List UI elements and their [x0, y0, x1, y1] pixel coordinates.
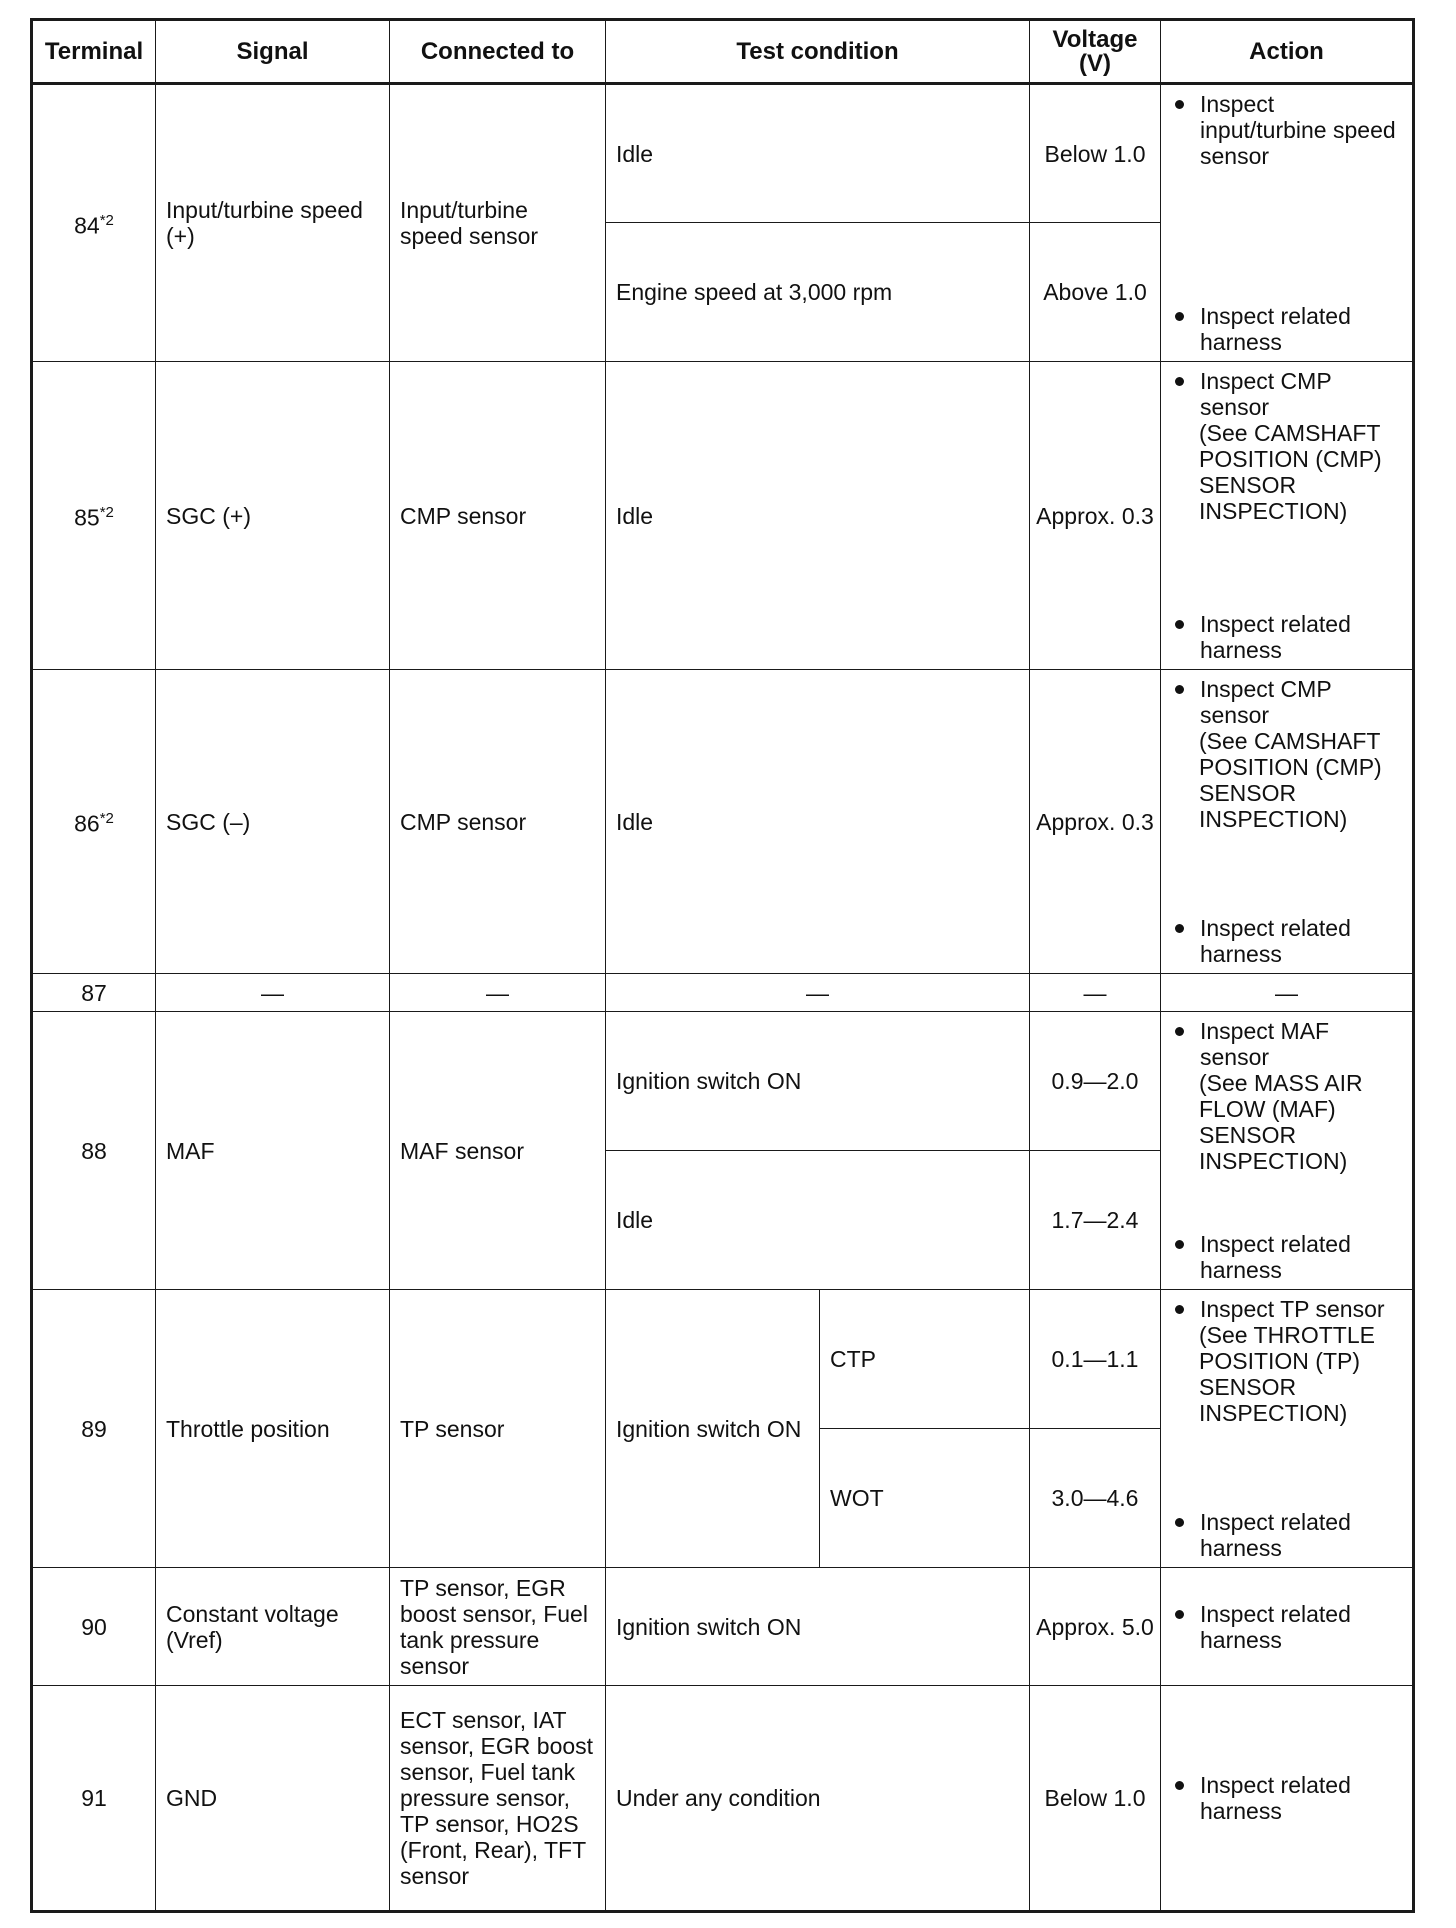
action-text: Inspect related harness — [1200, 1772, 1351, 1824]
signal-cell: GND — [156, 1686, 390, 1912]
header-voltage — [1030, 20, 1161, 84]
action-text: Inspect input/turbine speed sensor — [1200, 91, 1396, 169]
bullet-icon — [1175, 312, 1184, 321]
connected-cell: Input/turbine speed sensor — [390, 84, 606, 362]
condition-cell: — — [606, 974, 1030, 1012]
header-test-condition: Test condition — [606, 20, 1030, 84]
footnote-marker: *2 — [99, 810, 114, 828]
connected-cell: MAF sensor — [390, 1012, 606, 1290]
voltage-cell: Approx. 0.3 — [1030, 670, 1161, 974]
action-text: Inspect related harness — [1200, 1600, 1351, 1653]
signal-cell: Constant voltage (Vref) — [156, 1568, 390, 1686]
voltage-cell: Approx. 5.0 — [1030, 1568, 1161, 1686]
action-text: Inspect related harness — [1200, 611, 1351, 663]
action-reference: (See CAMSHAFT POSITION (CMP) SENSOR INSPECTION) — [1199, 420, 1382, 524]
action-text: Inspect CMP sensor — [1200, 676, 1332, 728]
bullet-icon — [1175, 924, 1184, 933]
table-row — [32, 362, 1414, 670]
connected-cell: TP sensor, EGR boost sensor, Fuel tank pressure sensor — [390, 1568, 606, 1686]
action-cell — [1161, 84, 1414, 362]
signal-cell: Input/turbine speed (+) — [156, 84, 390, 362]
voltage-cell: 0.1—1.1 — [1030, 1290, 1161, 1429]
bullet-icon — [1175, 100, 1184, 109]
table-row — [32, 670, 1414, 974]
connected-cell: CMP sensor — [390, 670, 606, 974]
action-item — [1175, 1772, 1404, 1824]
action-item — [1175, 611, 1404, 663]
header-voltage-label: Voltage — [1052, 25, 1138, 53]
voltage-cell: 1.7—2.4 — [1030, 1151, 1161, 1290]
action-reference: (See THROTTLE POSITION (TP) SENSOR INSPECTION) — [1199, 1322, 1375, 1426]
table-row — [32, 1686, 1414, 1912]
action-cell — [1161, 1012, 1414, 1290]
table-row — [32, 1568, 1414, 1686]
action-text: Inspect related harness — [1200, 1231, 1351, 1283]
terminal-number: 86 — [74, 810, 100, 837]
action-item — [1175, 1601, 1404, 1653]
action-item — [1175, 1231, 1404, 1283]
bullet-icon — [1175, 1305, 1184, 1314]
action-item — [1175, 1018, 1404, 1070]
action-item — [1175, 1296, 1404, 1322]
bullet-icon — [1175, 377, 1184, 386]
action-item — [1175, 368, 1404, 420]
condition-cell: Ignition switch ON — [606, 1290, 820, 1568]
condition-cell: Engine speed at 3,000 rpm — [606, 223, 1030, 362]
header-connected-to: Connected to — [390, 20, 606, 84]
action-text: Inspect related harness — [1200, 303, 1351, 355]
signal-cell: — — [156, 974, 390, 1012]
table-row — [32, 974, 1414, 1012]
footnote-marker: *2 — [99, 504, 114, 522]
voltage-cell: 0.9—2.0 — [1030, 1012, 1161, 1151]
terminal-cell: 89 — [32, 1290, 156, 1568]
sub-condition-cell: CTP — [820, 1290, 1030, 1429]
action-cell — [1161, 1568, 1414, 1686]
terminal-cell — [32, 84, 156, 362]
action-cell — [1161, 362, 1414, 670]
condition-cell: Ignition switch ON — [606, 1568, 1030, 1686]
bullet-icon — [1175, 1027, 1184, 1036]
voltage-cell: Below 1.0 — [1030, 84, 1161, 223]
footnote-marker: *2 — [99, 211, 114, 229]
terminal-cell: 90 — [32, 1568, 156, 1686]
header-signal: Signal — [156, 20, 390, 84]
sub-condition-cell: WOT — [820, 1429, 1030, 1568]
action-cell — [1161, 1686, 1414, 1912]
condition-cell: Ignition switch ON — [606, 1012, 1030, 1151]
action-text: Inspect MAF sensor — [1200, 1018, 1330, 1070]
action-text: Inspect CMP sensor — [1200, 368, 1332, 420]
action-cell: — — [1161, 974, 1414, 1012]
bullet-icon — [1175, 1610, 1184, 1619]
bullet-icon — [1175, 1781, 1184, 1790]
action-cell — [1161, 670, 1414, 974]
signal-cell: SGC (–) — [156, 670, 390, 974]
signal-cell: MAF — [156, 1012, 390, 1290]
header-row — [32, 20, 1414, 84]
action-text: Inspect related harness — [1200, 1509, 1351, 1561]
voltage-cell: 3.0—4.6 — [1030, 1429, 1161, 1568]
action-item — [1175, 91, 1404, 169]
voltage-cell: — — [1030, 974, 1161, 1012]
terminal-cell — [32, 362, 156, 670]
signal-cell: Throttle position — [156, 1290, 390, 1568]
header-voltage-unit: (V) — [1079, 49, 1111, 77]
signal-cell: SGC (+) — [156, 362, 390, 670]
table-row — [32, 84, 1414, 223]
action-item — [1175, 1509, 1404, 1561]
table-row — [32, 1012, 1414, 1151]
terminal-cell: 91 — [32, 1686, 156, 1912]
terminal-voltage-table — [30, 18, 1415, 1913]
header-action: Action — [1161, 20, 1414, 84]
condition-cell: Idle — [606, 84, 1030, 223]
connected-cell: TP sensor — [390, 1290, 606, 1568]
action-item — [1175, 915, 1404, 967]
action-text: Inspect TP sensor — [1200, 1296, 1385, 1322]
action-reference: (See CAMSHAFT POSITION (CMP) SENSOR INSPECTION) — [1199, 728, 1382, 832]
header-terminal: Terminal — [32, 20, 156, 84]
terminal-number: 85 — [74, 504, 100, 531]
voltage-cell: Approx. 0.3 — [1030, 362, 1161, 670]
connected-cell: CMP sensor — [390, 362, 606, 670]
action-reference: (See MASS AIR FLOW (MAF) SENSOR INSPECTION) — [1199, 1070, 1363, 1174]
action-cell — [1161, 1290, 1414, 1568]
bullet-icon — [1175, 620, 1184, 629]
action-item — [1175, 676, 1404, 728]
terminal-cell: 87 — [32, 974, 156, 1012]
bullet-icon — [1175, 685, 1184, 694]
connected-cell: ECT sensor, IAT sensor, EGR boost sensor, Fuel tank pressure sensor, TP sensor, HO2S (Front, Rear), TFT sensor — [390, 1686, 606, 1912]
action-item — [1175, 303, 1404, 355]
terminal-cell: 88 — [32, 1012, 156, 1290]
table-row — [32, 1290, 1414, 1429]
condition-cell: Idle — [606, 362, 1030, 670]
voltage-cell: Below 1.0 — [1030, 1686, 1161, 1912]
voltage-cell: Above 1.0 — [1030, 223, 1161, 362]
condition-cell: Idle — [606, 1151, 1030, 1290]
action-text: Inspect related harness — [1200, 915, 1351, 967]
bullet-icon — [1175, 1240, 1184, 1249]
condition-cell: Under any condition — [606, 1686, 1030, 1912]
terminal-number: 84 — [74, 212, 100, 239]
connected-cell: — — [390, 974, 606, 1012]
condition-cell: Idle — [606, 670, 1030, 974]
bullet-icon — [1175, 1518, 1184, 1527]
terminal-cell — [32, 670, 156, 974]
